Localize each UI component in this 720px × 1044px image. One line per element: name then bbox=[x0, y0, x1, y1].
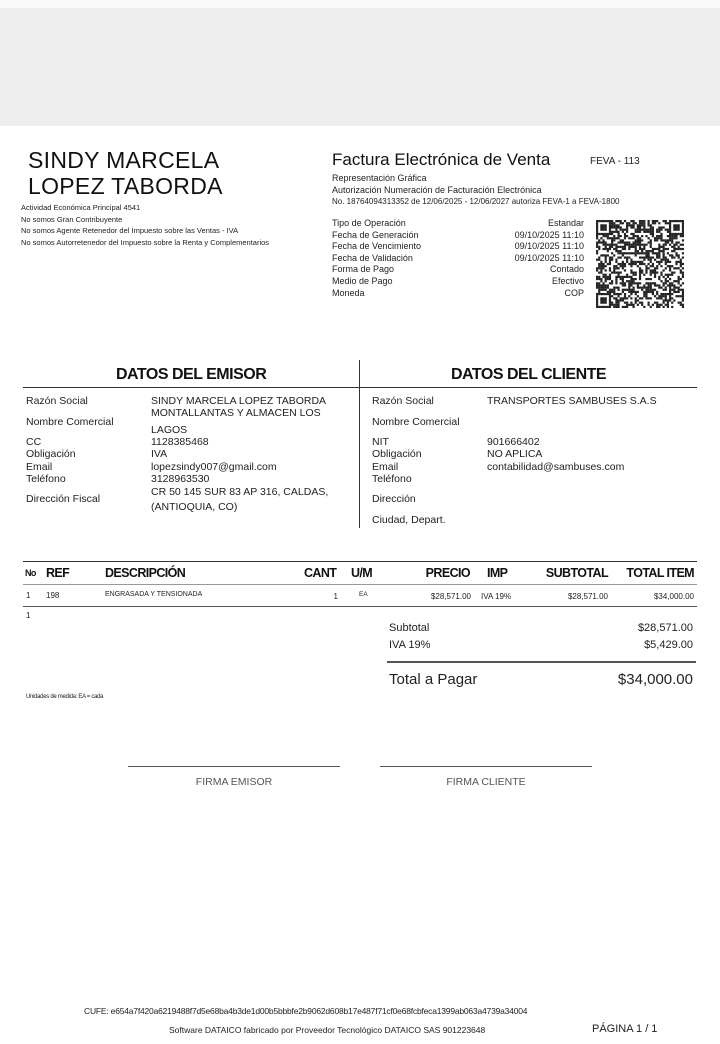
emisor-dir-2: (ANTIOQUIA, CO) bbox=[151, 501, 238, 513]
table-header-rule bbox=[23, 584, 697, 585]
detail-label: Fecha de Validación bbox=[332, 252, 413, 263]
iva-value: $5,429.00 bbox=[644, 639, 693, 651]
units-note: Unidades de medida: EA = cada bbox=[26, 694, 104, 700]
row-cant: 1 bbox=[333, 592, 338, 601]
cliente-razon: TRANSPORTES SAMBUSES S.A.S bbox=[487, 395, 657, 407]
emisor-tel-label: Teléfono bbox=[26, 473, 66, 485]
issuer-note: No somos Gran Contribuyente bbox=[21, 214, 123, 224]
row-imp: IVA 19% bbox=[481, 592, 512, 601]
invoice-detail-row bbox=[332, 241, 584, 253]
issuer-notes bbox=[21, 202, 269, 248]
subtotal-label: Subtotal bbox=[389, 622, 430, 634]
section-divider bbox=[359, 360, 360, 528]
issuer-note: No somos Autorretenedor del Impuesto sobre la Renta y Complementarios bbox=[21, 237, 270, 247]
top-blank-band bbox=[0, 0, 720, 126]
page-indicator: PÁGINA 1 / 1 bbox=[592, 1023, 658, 1035]
signature-line-emisor bbox=[128, 766, 340, 767]
invoice-number: FEVA - 113 bbox=[590, 156, 640, 167]
signature-cliente-label: FIRMA CLIENTE bbox=[446, 776, 526, 788]
invoice-details bbox=[332, 218, 584, 299]
col-desc: DESCRIPCIÓN bbox=[105, 566, 186, 580]
issuer-name-line1: SINDY MARCELA bbox=[28, 147, 220, 173]
detail-value: COP bbox=[564, 287, 584, 298]
emisor-nombre-1: MONTALLANTAS Y ALMACEN LOS bbox=[151, 407, 321, 419]
detail-label: Tipo de Operación bbox=[332, 218, 406, 228]
cliente-dir-label: Dirección bbox=[372, 493, 416, 505]
invoice-detail-row bbox=[332, 264, 584, 276]
subtotal-value: $28,571.00 bbox=[637, 622, 693, 634]
items-count: 1 bbox=[26, 611, 31, 620]
emisor-obl: IVA bbox=[151, 448, 168, 460]
detail-value: 09/10/2025 11:10 bbox=[514, 252, 584, 263]
emisor-razon-label: Razón Social bbox=[26, 395, 88, 407]
cliente-nombre-label: Nombre Comercial bbox=[372, 416, 460, 428]
issuer-name-line2: LOPEZ TABORDA bbox=[28, 173, 223, 199]
totals-rule bbox=[387, 661, 696, 663]
iva-label: IVA 19% bbox=[389, 639, 431, 651]
emisor-dir-1: CR 50 145 SUR 83 AP 316, CALDAS, bbox=[151, 486, 329, 498]
col-total: TOTAL ITEM bbox=[626, 566, 694, 580]
cliente-nit-label: NIT bbox=[372, 436, 389, 448]
invoice-detail-row bbox=[332, 230, 584, 242]
emisor-cc-label: CC bbox=[26, 436, 42, 448]
detail-label: Moneda bbox=[332, 287, 365, 298]
detail-label: Fecha de Vencimiento bbox=[332, 241, 422, 252]
invoice-subtitle: Representación Gráfica bbox=[332, 173, 427, 183]
emisor-title: DATOS DEL EMISOR bbox=[116, 366, 267, 383]
total-label: Total a Pagar bbox=[389, 671, 478, 688]
row-total: $34,000.00 bbox=[653, 592, 694, 601]
cliente-obl: NO APLICA bbox=[487, 448, 543, 460]
row-ref: 198 bbox=[46, 591, 60, 600]
detail-label: Forma de Pago bbox=[332, 264, 395, 275]
issuer-note: No somos Agente Retenedor del Impuesto sobre las Ventas - IVA bbox=[21, 226, 239, 235]
table-top-rule bbox=[23, 561, 697, 562]
emisor-obl-label: Obligación bbox=[26, 448, 76, 460]
invoice-detail-row bbox=[332, 253, 584, 265]
qr-code-icon bbox=[596, 220, 684, 308]
emisor-nombre-2: LAGOS bbox=[151, 424, 188, 436]
cliente-tel-label: Teléfono bbox=[372, 473, 412, 485]
emisor-razon: SINDY MARCELA LOPEZ TABORDA bbox=[151, 395, 327, 407]
emisor-cc: 1128385468 bbox=[151, 436, 209, 448]
detail-value: Estandar bbox=[547, 218, 584, 228]
detail-value: Contado bbox=[549, 264, 584, 275]
emisor-email-label: Email bbox=[26, 461, 53, 473]
table-bottom-rule bbox=[23, 606, 697, 607]
cliente-razon-label: Razón Social bbox=[372, 395, 434, 407]
issuer-note: Actividad Económica Principal 4541 bbox=[21, 203, 141, 212]
col-cant: CANT bbox=[304, 566, 337, 580]
invoice-detail-row bbox=[332, 276, 584, 288]
col-imp: IMP bbox=[487, 566, 508, 580]
signature-emisor-label: FIRMA EMISOR bbox=[195, 776, 273, 788]
row-precio: $28,571.00 bbox=[430, 592, 471, 601]
col-um: U/M bbox=[351, 566, 373, 580]
detail-value: 09/10/2025 11:10 bbox=[514, 229, 584, 240]
col-precio: PRECIO bbox=[425, 566, 470, 580]
emisor-nombre-label: Nombre Comercial bbox=[26, 416, 114, 428]
col-no: No bbox=[25, 568, 36, 578]
total-value: $34,000.00 bbox=[617, 671, 693, 688]
signature-line-cliente bbox=[380, 766, 592, 767]
section-rule bbox=[23, 387, 697, 388]
detail-value: Efectivo bbox=[551, 275, 584, 286]
software-credit: Software DATAICO fabricado por Proveedor Tecnológico DATAICO SAS 901223648 bbox=[169, 1025, 486, 1035]
invoice-authorization-detail: No. 18764094313352 de 12/06/2025 - 12/06/2027 autoriza FEVA-1 a FEVA-1800 bbox=[332, 197, 620, 206]
cliente-nit: 901666402 bbox=[487, 436, 540, 448]
invoice-detail-row bbox=[332, 288, 584, 300]
row-desc: ENGRASADA Y TENSIONADA bbox=[105, 591, 203, 598]
emisor-tel: 3128963530 bbox=[151, 473, 210, 485]
cliente-title: DATOS DEL CLIENTE bbox=[451, 366, 607, 383]
cliente-obl-label: Obligación bbox=[372, 448, 422, 460]
cliente-email-label: Email bbox=[372, 461, 399, 473]
emisor-dir-label: Dirección Fiscal bbox=[26, 493, 101, 505]
cliente-email: contabilidad@sambuses.com bbox=[487, 461, 625, 473]
invoice-authorization: Autorización Numeración de Facturación Electrónica bbox=[332, 185, 542, 195]
row-no: 1 bbox=[26, 591, 31, 600]
detail-label: Fecha de Generación bbox=[332, 229, 419, 240]
col-ref: REF bbox=[46, 566, 70, 580]
row-um: EA bbox=[359, 591, 368, 598]
detail-label: Medio de Pago bbox=[332, 275, 393, 286]
col-subtotal: SUBTOTAL bbox=[545, 566, 608, 580]
row-subtotal: $28,571.00 bbox=[567, 592, 608, 601]
emisor-email: lopezsindy007@gmail.com bbox=[151, 461, 277, 473]
cufe: CUFE: e654a7f420a6219488f7d5e68ba4b3de1d00b5bbbfe2b9062d608b17e487f71cf0e68fcbfeca1399ab063a4739a34004 bbox=[84, 1006, 528, 1016]
invoice-detail-row bbox=[332, 218, 584, 230]
detail-value: 09/10/2025 11:10 bbox=[514, 241, 584, 252]
cliente-ciudad-label: Ciudad, Depart. bbox=[372, 514, 446, 526]
invoice-title: Factura Electrónica de Venta bbox=[332, 150, 551, 169]
